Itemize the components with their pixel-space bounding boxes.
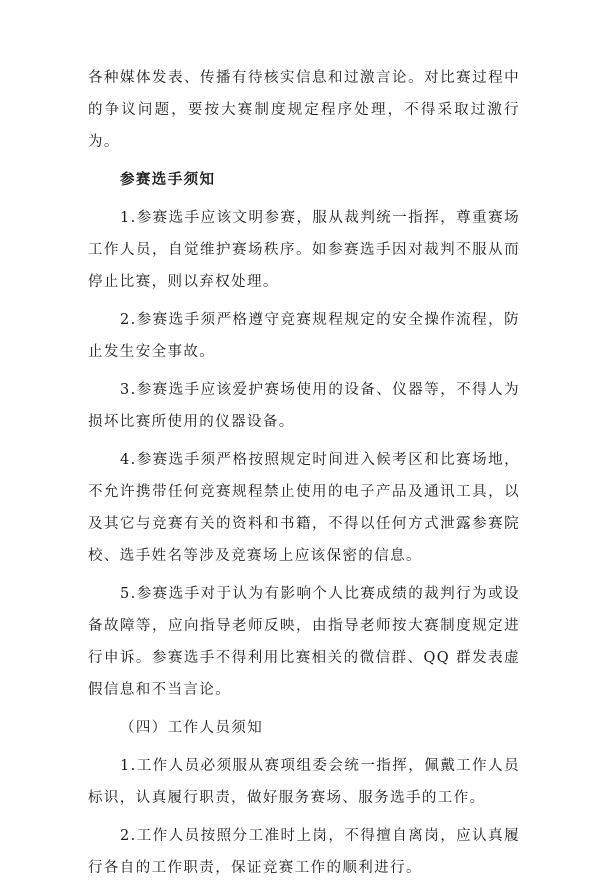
paragraph-continuation: 各种媒体发表、传播有待核实信息和过激言论。对比赛过程中的争议问题，要按大赛制度规定程序处理，不得采取过激行为。 [88, 70, 520, 150]
contestant-rule-3: 3.参赛选手应该爱护赛场使用的设备、仪器等，不得人为损坏比赛所使用的仪器设备。 [88, 382, 520, 430]
contestant-rule-5: 5.参赛选手对于认为有影响个人比赛成绩的裁判行为或设备故障等，应向指导老师反映，由指导老师按大赛制度规定进行申诉。参赛选手不得利用比赛相关的微信群、QQ 群发表虚假信息和不当言论。 [88, 586, 520, 698]
document-body [88, 62, 520, 890]
contestant-rule-4: 4.参赛选手须严格按照规定时间进入候考区和比赛场地，不允许携带任何竞赛规程禁止使用的电子产品及通讯工具，以及其它与竞赛有关的资料和书籍，不得以任何方式泄露参赛院校、选手姓名等涉及竞赛场上应该保密的信息。 [88, 452, 520, 564]
section-heading-contestant-notice: 参赛选手须知 [120, 171, 216, 188]
section-heading-staff-notice: （四）工作人员须知 [120, 720, 264, 736]
contestant-rule-2: 2.参赛选手须严格遵守竞赛规程规定的安全操作流程，防止发生安全事故。 [88, 312, 520, 360]
contestant-rule-1: 1.参赛选手应该文明参赛，服从裁判统一指挥，尊重赛场工作人员，自觉维护赛场秩序。如参赛选手因对裁判不服从而停止比赛，则以弃权处理。 [88, 210, 520, 290]
staff-rule-1: 1.工作人员必须服从赛项组委会统一指挥，佩戴工作人员标识，认真履行职责，做好服务赛场、服务选手的工作。 [88, 758, 520, 806]
staff-rule-2: 2.工作人员按照分工准时上岗，不得擅自离岗，应认真履行各自的工作职责，保证竞赛工作的顺利进行。 [88, 828, 520, 876]
